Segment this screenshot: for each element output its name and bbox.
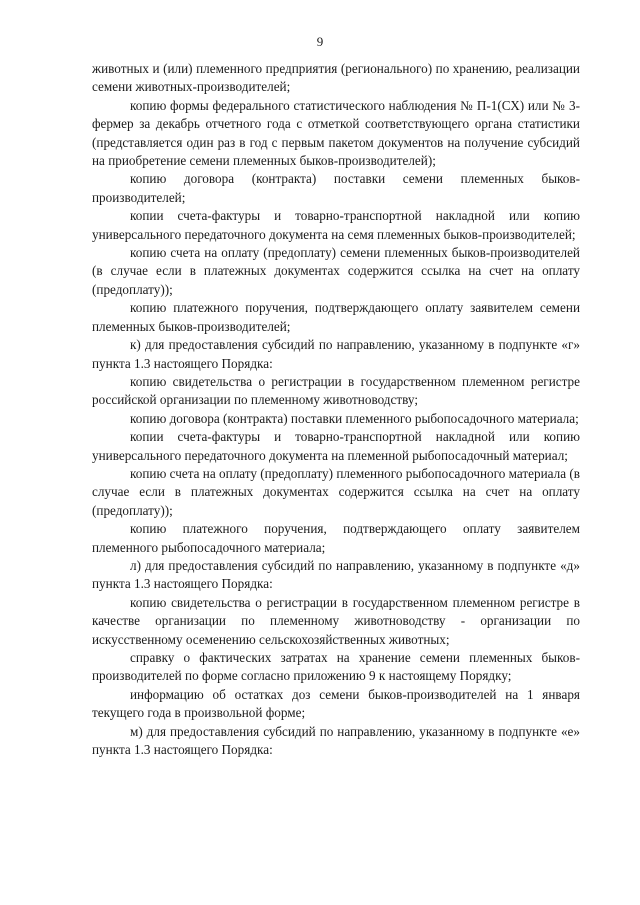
paragraph: информацию об остатках доз семени быков-производителей на 1 января текущего года в произвольной форме; [92, 686, 580, 721]
document-body [92, 60, 580, 759]
paragraph: копию формы федерального статистического наблюдения № П-1(СХ) или № 3-фермер за декабрь отчетного года с отметкой соответствующего органа статистики (представляется один раз в год с первым пакетом документов на получение субсидий на приобретение семени племенных быков-производителей); [92, 97, 580, 169]
paragraph: копию платежного поручения, подтверждающего оплату заявителем племенного рыбопосадочного материала; [92, 521, 580, 555]
paragraph: животных и (или) племенного предприятия (регионального) по хранению, реализации семени животных-производителей; [92, 61, 580, 95]
paragraph: м) для предоставления субсидий по направлению, указанному в подпункте «е» пункта 1.3 настоящего Порядка: [92, 723, 580, 758]
paragraph: справку о фактических затратах на хранение семени племенных быков-производителей по форме согласно приложению 9 к настоящему Порядку; [92, 650, 580, 684]
paragraph: копию счета на оплату (предоплату) семени племенных быков-производителей (в случае если в платежных документах содержится ссылка на счет на оплату (предоплату)); [92, 245, 580, 297]
paragraph: копию договора (контракта) поставки племенного рыбопосадочного материала; [130, 410, 579, 426]
page-number: 9 [316, 34, 324, 49]
paragraph: копии счета-фактуры и товарно-транспортной накладной или копию универсального передаточного документа на семя племенных быков-производителей; [92, 208, 580, 242]
paragraph: копию свидетельства о регистрации в государственном племенном регистре российской организации по племенному животноводству; [92, 373, 580, 408]
paragraph: копию договора (контракта) поставки семени племенных быков-производителей; [92, 171, 580, 205]
paragraph: л) для предоставления субсидий по направлению, указанному в подпункте «д» пункта 1.3 настоящего Порядка: [92, 557, 580, 592]
paragraph: копию свидетельства о регистрации в государственном племенном регистре в качестве организации по племенному животноводству - организации по искусственному осеменению сельскохозяйственных животных; [92, 594, 580, 647]
paragraph: копии счета-фактуры и товарно-транспортной накладной или копию универсального передаточного документа на племенной рыбопосадочный материал; [92, 429, 580, 463]
paragraph: копию платежного поручения, подтверждающего оплату заявителем семени племенных быков-производителей; [92, 300, 580, 334]
paragraph: копию счета на оплату (предоплату) племенного рыбопосадочного материала (в случае если в платежных документах содержится ссылка на счет на оплату (предоплату)); [92, 465, 580, 518]
paragraph: к) для предоставления субсидий по направлению, указанному в подпункте «г» пункта 1.3 настоящего Порядка: [92, 337, 580, 371]
